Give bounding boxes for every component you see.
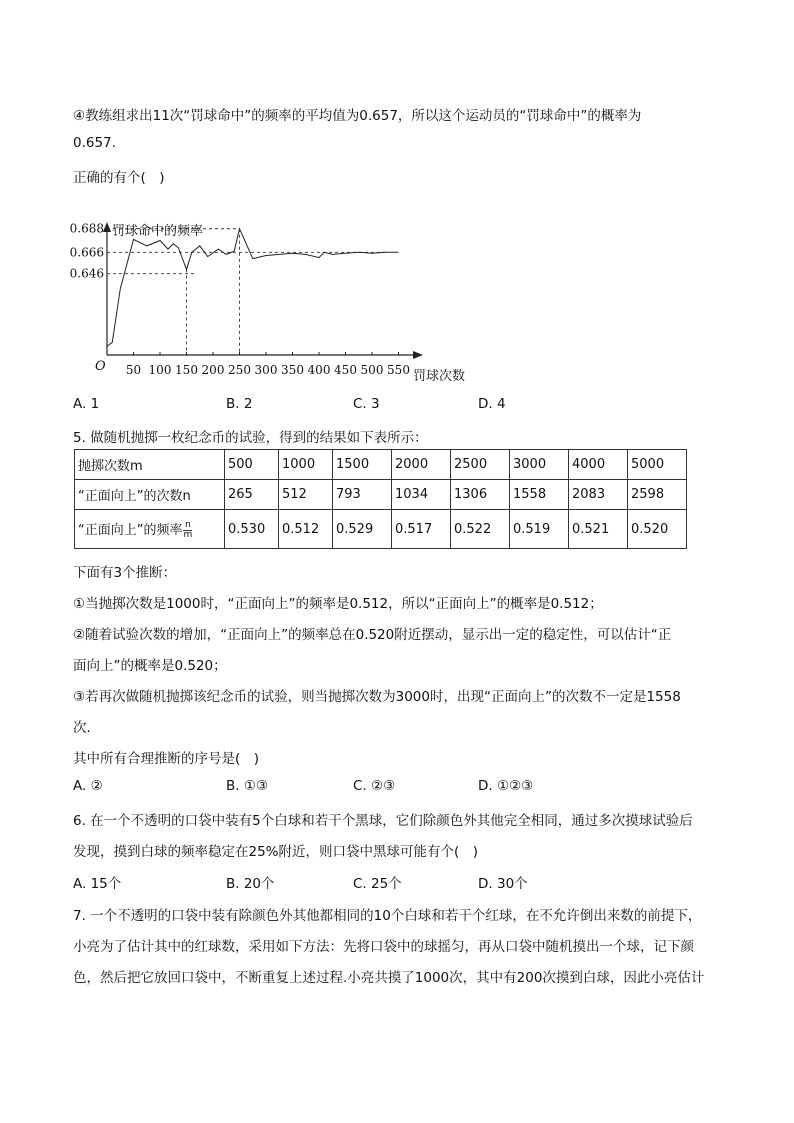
q4-question: 正确的有个( ) — [73, 170, 165, 186]
coin-toss-table — [74, 449, 687, 549]
table-cell: 500 — [225, 450, 279, 480]
q6-option-d: D. 30个 — [478, 876, 528, 892]
origin-label: O — [95, 359, 106, 374]
q5-inference-3-line1: ③若再次做随机抛掷该纪念币的试验，则当抛掷次数为3000时，出现“正面向上”的次数不一定是1558 — [73, 689, 681, 705]
q5-intro: 下面有3个推断： — [73, 565, 177, 581]
table-cell: 1000 — [279, 450, 333, 480]
q6-line1: 6. 在一个不透明的口袋中装有5个白球和若干个黑球，它们除颜色外其他完全相同，通过多次摸球试验后 — [73, 813, 693, 829]
q7-line3: 色，然后把它放回口袋中，不断重复上述过程.小亮共摸了1000次，其中有200次摸到白球，因此小亮估计 — [73, 970, 705, 986]
table-cell: 0.512 — [279, 510, 333, 549]
x-tick-label: 150 — [175, 363, 198, 377]
row-label-frequency — [75, 510, 225, 549]
table-row — [75, 480, 687, 510]
fraction-n-over-m — [183, 521, 192, 540]
table-cell: 4000 — [569, 450, 628, 480]
table-cell: 2500 — [451, 450, 510, 480]
x-tick-label: 200 — [201, 363, 225, 377]
y-axis-arrow — [103, 222, 111, 232]
q5-inference-3-line2: 次. — [73, 720, 91, 736]
table-cell: 1558 — [510, 480, 569, 510]
q7-line1: 7. 一个不透明的口袋中装有除颜色外其他都相同的10个白球和若干个红球，在不允许倒出来数的前提下， — [73, 908, 702, 924]
table-cell: 0.519 — [510, 510, 569, 549]
q5-option-a: A. ② — [73, 778, 103, 794]
q5-option-b: B. ①③ — [226, 778, 269, 794]
q5-inference-2-line2: 面向上”的概率是0.520； — [73, 658, 227, 674]
row-label-frequency-text: “正面向上”的频率 — [78, 522, 183, 538]
table-cell: 2598 — [628, 480, 687, 510]
table-cell: 1034 — [392, 480, 451, 510]
x-tick-label: 350 — [281, 363, 304, 377]
q5-option-c: C. ②③ — [353, 778, 396, 794]
row-label-n: “正面向上”的次数n — [75, 480, 225, 510]
table-cell: 5000 — [628, 450, 687, 480]
table-cell: 2000 — [392, 450, 451, 480]
table-cell: 1306 — [451, 480, 510, 510]
q5-inference-1: ①当抛掷次数是1000时，“正面向上”的频率是0.512，所以“正面向上”的概率是0.512； — [73, 596, 603, 612]
table-cell: 1500 — [333, 450, 392, 480]
table-cell: 793 — [333, 480, 392, 510]
table-cell: 0.520 — [628, 510, 687, 549]
q6-option-b: B. 20个 — [226, 876, 275, 892]
q6-option-c: C. 25个 — [353, 876, 402, 892]
frequency-series-line — [107, 229, 399, 347]
q4-option-d: D. 4 — [478, 396, 506, 412]
table-cell: 265 — [225, 480, 279, 510]
table-row — [75, 450, 687, 480]
q5-question: 其中所有合理推断的序号是( ) — [73, 751, 260, 767]
q4-option-b: B. 2 — [226, 396, 253, 412]
q4-option-c: C. 3 — [353, 396, 380, 412]
q6-line2: 发现，摸到白球的频率稳定在25%附近，则口袋中黑球可能有个( ) — [73, 844, 479, 860]
q4-statement-4-line2: 0.657. — [73, 135, 116, 151]
y-tick-label: 0.666 — [69, 245, 104, 260]
x-tick-label: 550 — [387, 363, 410, 377]
fraction-numerator: n — [185, 519, 191, 530]
table-cell: 3000 — [510, 450, 569, 480]
table-cell: 0.529 — [333, 510, 392, 549]
y-tick-label: 0.688 — [69, 221, 104, 236]
table-cell: 0.521 — [569, 510, 628, 549]
fraction-denominator: m — [183, 529, 193, 540]
frequency-chart — [69, 218, 485, 388]
y-axis-label: 罚球命中的频率 — [112, 224, 204, 239]
q5-option-d: D. ①②③ — [478, 778, 534, 794]
q6-option-a: A. 15个 — [73, 876, 122, 892]
x-axis-label: 罚球次数 — [413, 369, 466, 384]
x-tick-label: 450 — [334, 363, 357, 377]
x-tick-label: 100 — [148, 363, 172, 377]
x-tick-label: 50 — [125, 363, 142, 377]
table-cell: 0.522 — [451, 510, 510, 549]
table-cell: 512 — [279, 480, 333, 510]
y-tick-label: 0.646 — [69, 266, 104, 281]
table-cell: 0.517 — [392, 510, 451, 549]
table-row — [75, 510, 687, 549]
q4-statement-4-line1: ④教练组求出11次“罚球命中”的频率的平均值为0.657，所以这个运动员的“罚球命中”的概率为 — [73, 108, 642, 124]
table-cell: 0.530 — [225, 510, 279, 549]
x-tick-label: 300 — [254, 363, 278, 377]
q7-line2: 小亮为了估计其中的红球数，采用如下方法：先将口袋中的球摇匀，再从口袋中随机摸出一个球，记下颜 — [73, 939, 694, 955]
table-cell: 2083 — [569, 480, 628, 510]
x-tick-label: 400 — [307, 363, 331, 377]
x-tick-label: 250 — [228, 363, 251, 377]
q5-stem: 5. 做随机抛掷一枚纪念币的试验，得到的结果如下表所示： — [73, 430, 428, 446]
q4-option-a: A. 1 — [73, 396, 100, 412]
q5-inference-2-line1: ②随着试验次数的增加，“正面向上”的频率总在0.520附近摆动，显示出一定的稳定性，可以估计“正 — [73, 627, 672, 643]
x-axis-arrow — [413, 351, 423, 359]
row-label-m: 抛掷次数m — [75, 450, 225, 480]
x-tick-label: 500 — [360, 363, 384, 377]
